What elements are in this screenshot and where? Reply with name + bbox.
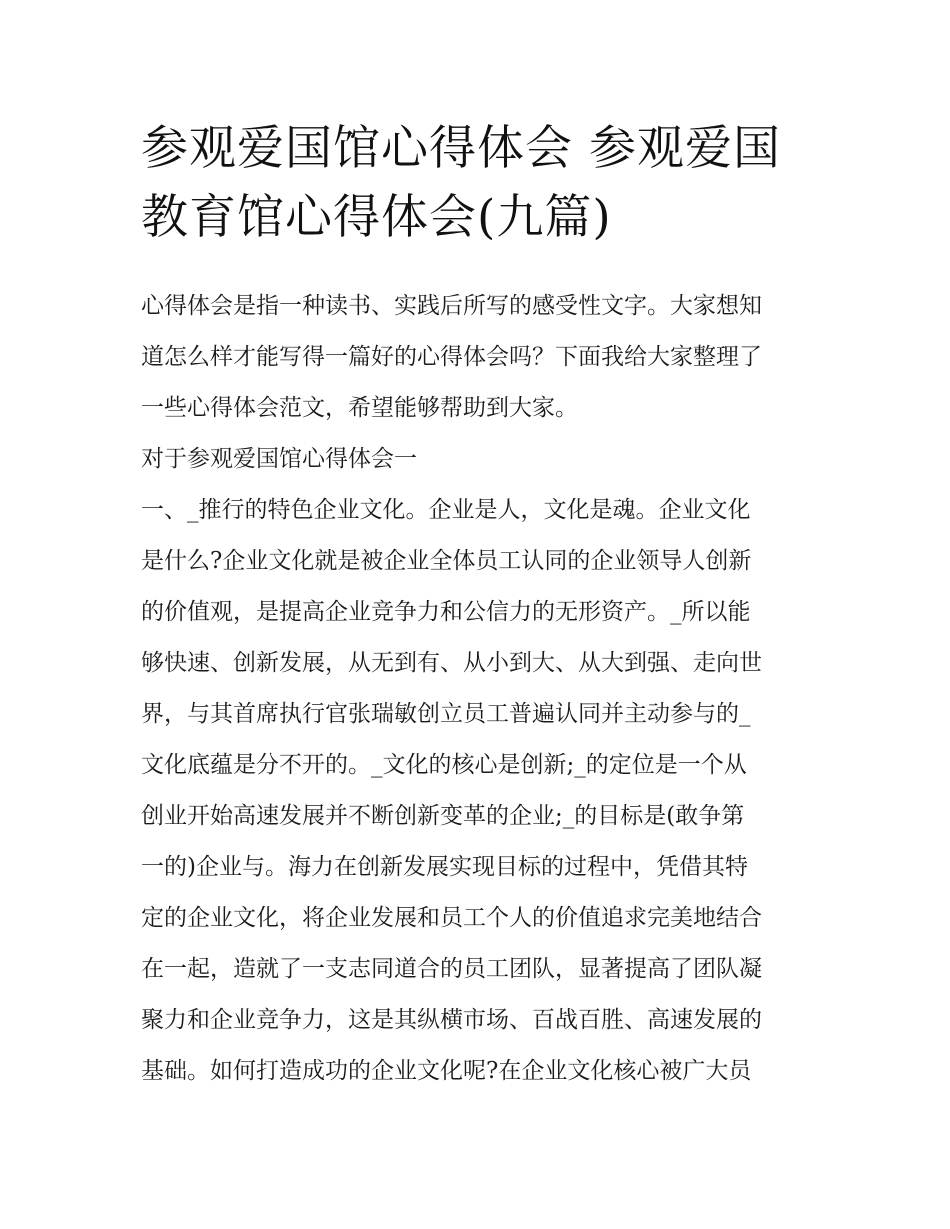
title-line: 参观爱国馆心得体会 参观爱国 xyxy=(141,121,781,176)
title-line: 教育馆心得体会(九篇) xyxy=(141,190,612,245)
section-heading: 对于参观爱国馆心得体会一 xyxy=(141,446,417,472)
paragraph-line: 是什么?企业文化就是被企业全体员工认同的企业领导人创新 xyxy=(141,548,752,574)
paragraph-line: 一、_推行的特色企业文化。企业是人，文化是魂。企业文化 xyxy=(141,497,751,523)
paragraph-line: 定的企业文化，将企业发展和员工个人的价值追求完美地结合 xyxy=(141,905,762,931)
paragraph-line: 界，与其首席执行官张瑞敏创立员工普遍认同并主动参与的_ xyxy=(141,701,751,727)
paragraph-line: 在一起，造就了一支志同道合的员工团队，显著提高了团队凝 xyxy=(141,956,762,982)
document-title xyxy=(141,114,821,252)
paragraph-line: 聚力和企业竞争力，这是其纵横市场、百战百胜、高速发展的 xyxy=(141,1007,762,1033)
paragraph-line: 文化底蕴是分不开的。_文化的核心是创新;_的定位是一个从 xyxy=(141,752,747,778)
intro-line: 一些心得体会范文，希望能够帮助到大家。 xyxy=(141,395,578,421)
paragraph-line: 的价值观，是提高企业竞争力和公信力的无形资产。_所以能 xyxy=(141,599,751,625)
document-body xyxy=(141,281,821,1097)
paragraph-line: 够快速、创新发展，从无到有、从小到大、从大到强、走向世 xyxy=(141,650,762,676)
paragraph-line: 创业开始高速发展并不断创新变革的企业;_的目标是(敢争第 xyxy=(141,803,745,829)
paragraph-line: 一的)企业与。海力在创新发展实现目标的过程中，凭借其特 xyxy=(141,854,748,880)
intro-line: 心得体会是指一种读书、实践后所写的感受性文字。大家想知 xyxy=(141,293,762,319)
intro-line: 道怎么样才能写得一篇好的心得体会吗？下面我给大家整理了 xyxy=(141,344,762,370)
paragraph-line: 基础。如何打造成功的企业文化呢?在企业文化核心被广大员 xyxy=(141,1058,752,1084)
